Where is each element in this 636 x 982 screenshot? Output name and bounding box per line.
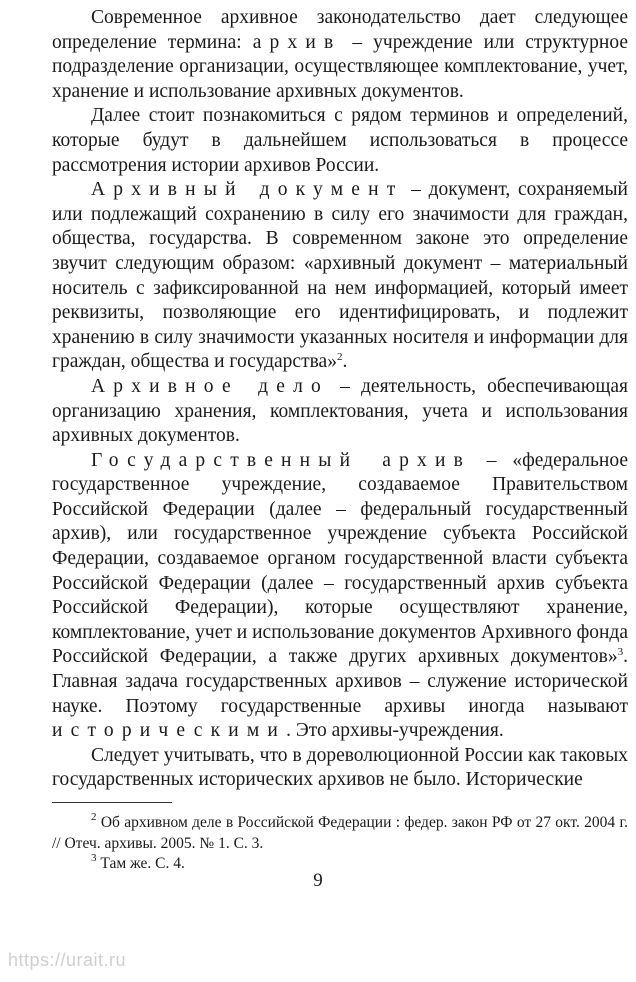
page-body (52, 6, 628, 875)
paragraph-text: – «федеральное государственное учреждение, создаваемое Правительством Российской Федерации (далее – федеральный государственный архив), или государственное учреждение субъекта Российской Федерации, создаваемое органом государственной власти субъекта Российской Федерации (далее – государственный архив субъекта Российской Федерации), которые осуществляют хранение, комплектование, учет и использование документов Архивного фонда Российской Федерации, а также других архивных документов» (52, 449, 628, 668)
footnote-number: 3 (91, 852, 97, 864)
footnote-ref-2[interactable]: 2 (336, 351, 343, 364)
paragraph-archival-document (52, 178, 628, 375)
paragraph-text: . Это архивы-учреждения. (286, 720, 504, 742)
paragraph-text: . (342, 351, 348, 373)
page-number: 9 (313, 870, 323, 891)
paragraph-text: – документ, сохраняемый или подлежащий сохранению в силу его значимости для граждан, общества, государства. В современном законе это определение звучит следующим образом: «архивный документ – материальный носитель с зафиксированной на нем информацией, который имеет реквизиты, позволяющие его идентифицировать, и подлежит хранению в силу значимости указанных носителя и информации для граждан, общества и государства» (52, 179, 628, 373)
footnote-ref-3[interactable]: 3 (617, 646, 624, 659)
paragraph-intro-terms: Далее стоит познакомиться с рядом терминов и определений, которые будут в дальнейшем использоваться в процессе рассмотрения истории архивов России. (52, 105, 628, 176)
footnote-divider (52, 802, 172, 803)
paragraph-state-archive (52, 449, 628, 744)
paragraph-text: . Главная задача государственных архивов – служение исторической науке. Поэтому государственные архивы иногда называют (52, 646, 628, 717)
watermark-url: https://urait.ru (8, 950, 127, 970)
footnote-text: Об архивном деле в Российской Федерации : федер. закон РФ от 27 окт. 2004 г. // Отеч. архивы. 2005. № 1. С. 3. (52, 814, 628, 852)
paragraph-text: – учреждение или структурное подразделение организации, осуществляющее комплектование, учет, хранение и использование архивных документов. (52, 31, 628, 102)
term-archival-affairs: Архивное дело (91, 375, 329, 397)
paragraph-text: Современное архивное законодательство дает следующее определение термина: (52, 7, 628, 53)
term-archival-document: Архивный документ (91, 179, 404, 201)
term-archive: архив (252, 31, 342, 53)
term-historical: историческими (52, 720, 287, 742)
paragraph-text: – деятельность, обеспечивающая организацию хранения, комплектования, учета и использования архивных документов. (52, 375, 628, 447)
footnote-2 (52, 813, 628, 854)
paragraph-archival-affairs (52, 375, 628, 449)
footnote-text: Там же. С. 4. (96, 855, 185, 872)
paragraph-prerevolution: Следует учитывать, что в дореволюционной России как таковых государственных исторических архивов не было. Исторические (52, 744, 628, 791)
term-state-archive: Государственный архив (91, 449, 471, 471)
footnote-number: 2 (91, 811, 97, 823)
paragraph-archive-definition (52, 6, 628, 104)
